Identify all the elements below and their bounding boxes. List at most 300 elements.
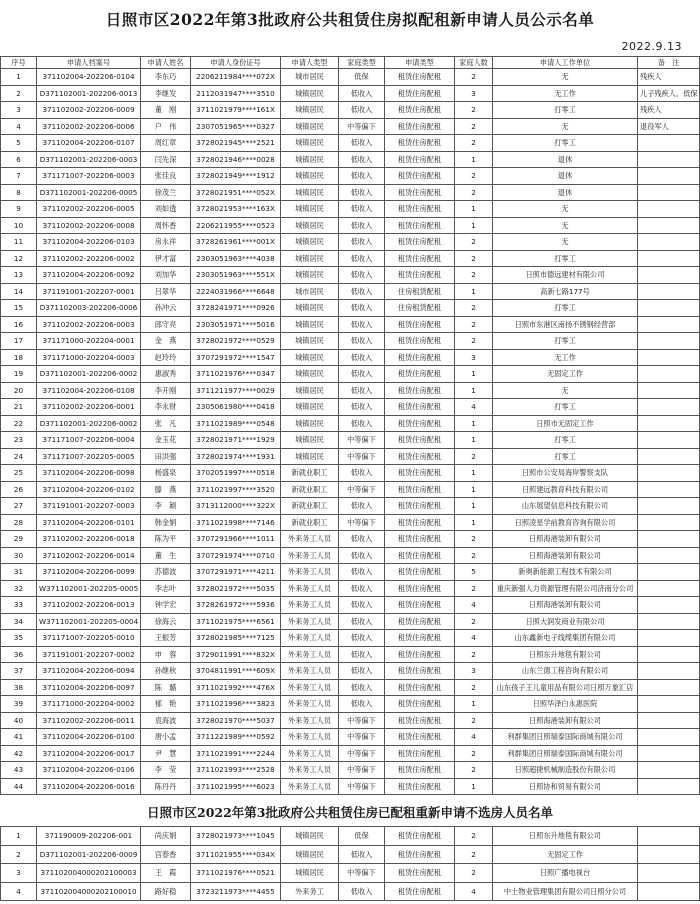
- cell-applicant-type: 新就业职工: [281, 514, 339, 531]
- cell-file-no: 371102002-202206-0001: [37, 399, 141, 416]
- header-file-no: 申请人档案号: [37, 57, 141, 69]
- cell-remark: [638, 201, 700, 218]
- cell-name: 宫春香: [141, 845, 191, 864]
- cell-seq: 17: [1, 333, 37, 350]
- cell-work-unit: 无工作: [493, 349, 638, 366]
- cell-family-type: 低收入: [339, 564, 385, 581]
- cell-remark: [638, 399, 700, 416]
- cell-remark: [638, 349, 700, 366]
- cell-family-type: 低保: [339, 69, 385, 86]
- cell-work-unit: 打零工: [493, 300, 638, 317]
- cell-family-type: 低收入: [339, 613, 385, 630]
- cell-family-size: 1: [455, 382, 493, 399]
- cell-remark: [638, 184, 700, 201]
- cell-applicant-type: 外来务工人员: [281, 646, 339, 663]
- cell-family-size: 2: [455, 531, 493, 548]
- cell-seq: 13: [1, 267, 37, 284]
- cell-name: 金 燕: [141, 333, 191, 350]
- cell-id-no: 3713112000****322X: [191, 498, 281, 515]
- cell-family-type: 低收入: [339, 679, 385, 696]
- cell-name: 孙冲云: [141, 300, 191, 317]
- cell-id-no: 3723211973****4455: [191, 882, 281, 901]
- cell-apply-type: 租赁住房配租: [385, 250, 455, 267]
- cell-work-unit: 山东孩子王儿童用品有限公司日照万象汇店: [493, 679, 638, 696]
- cell-work-unit: 日照凌星学前教育咨询有限公司: [493, 514, 638, 531]
- cell-remark: [638, 547, 700, 564]
- cell-name: 苏德波: [141, 564, 191, 581]
- cell-family-type: 低收入: [339, 366, 385, 383]
- cell-family-type: 低保: [339, 827, 385, 846]
- cell-id-no: 3711221989****0592: [191, 729, 281, 746]
- cell-file-no: 371102004000202100003: [37, 864, 141, 883]
- cell-file-no: 371102004-202206-0099: [37, 564, 141, 581]
- table-row: [1, 85, 700, 102]
- cell-apply-type: 租赁住房配租: [385, 102, 455, 119]
- cell-family-type: 低收入: [339, 349, 385, 366]
- table-row: [1, 267, 700, 284]
- table-row: [1, 234, 700, 251]
- cell-work-unit: 日照海港装卸有限公司: [493, 531, 638, 548]
- cell-seq: 24: [1, 448, 37, 465]
- table-header-row: [1, 57, 700, 69]
- cell-seq: 32: [1, 580, 37, 597]
- cell-work-unit: 山东兰德工程咨询有限公司: [493, 663, 638, 680]
- cell-file-no: 371171000-202204-0003: [37, 349, 141, 366]
- header-name: 申请人姓名: [141, 57, 191, 69]
- cell-file-no: 371171007-202206-0003: [37, 168, 141, 185]
- cell-remark: [638, 580, 700, 597]
- cell-family-type: 低收入: [339, 201, 385, 218]
- cell-applicant-type: 外来务工人员: [281, 712, 339, 729]
- table-row: [1, 217, 700, 234]
- cell-apply-type: 租赁住房配租: [385, 613, 455, 630]
- cell-name: 申 蓉: [141, 646, 191, 663]
- cell-apply-type: 租赁住房配租: [385, 481, 455, 498]
- cell-family-type: 低收入: [339, 663, 385, 680]
- cell-work-unit: 打零工: [493, 250, 638, 267]
- cell-name: 尹 慧: [141, 745, 191, 762]
- cell-id-no: 3728241971****0926: [191, 300, 281, 317]
- cell-applicant-type: 城镇居民: [281, 135, 339, 152]
- header-remark: 备 注: [638, 57, 700, 69]
- cell-seq: 5: [1, 135, 37, 152]
- cell-id-no: 3702051997****0518: [191, 465, 281, 482]
- cell-id-no: 3711211977****0029: [191, 382, 281, 399]
- cell-family-type: 中等偏下: [339, 481, 385, 498]
- cell-name: 杨盛泉: [141, 465, 191, 482]
- cell-family-type: 低收入: [339, 333, 385, 350]
- table-row: [1, 250, 700, 267]
- cell-file-no: 371102004-202206-0100: [37, 729, 141, 746]
- cell-work-unit: 日照海港装卸有限公司: [493, 597, 638, 614]
- header-work-unit: 申请人工作单位: [493, 57, 638, 69]
- cell-name: 周怀香: [141, 217, 191, 234]
- cell-applicant-type: 外来务工人员: [281, 762, 339, 779]
- header-apply-type: 申请类型: [385, 57, 455, 69]
- cell-id-no: 3728261961****001X: [191, 234, 281, 251]
- cell-remark: [638, 845, 700, 864]
- cell-file-no: 371102004-202206-0016: [37, 778, 141, 795]
- table-row: [1, 679, 700, 696]
- table-row: [1, 547, 700, 564]
- section-title: 日照市区2022年第3批政府公共租赁住房已配租重新申请不选房人员名单: [147, 805, 553, 820]
- table-row: [1, 465, 700, 482]
- cell-file-no: 371102002-202206-0014: [37, 547, 141, 564]
- cell-remark: [638, 729, 700, 746]
- cell-file-no: 371102002-202206-0013: [37, 597, 141, 614]
- cell-applicant-type: 新就业职工: [281, 465, 339, 482]
- cell-seq: 2: [1, 85, 37, 102]
- cell-family-size: 2: [455, 679, 493, 696]
- cell-seq: 8: [1, 184, 37, 201]
- cell-work-unit: 无: [493, 69, 638, 86]
- cell-apply-type: 租赁住房配租: [385, 135, 455, 152]
- cell-name: 房永祥: [141, 234, 191, 251]
- cell-family-type: 低收入: [339, 250, 385, 267]
- cell-family-size: 2: [455, 580, 493, 597]
- table-row: [1, 564, 700, 581]
- cell-seq: 40: [1, 712, 37, 729]
- cell-seq: 26: [1, 481, 37, 498]
- cell-name: 尚庆娟: [141, 827, 191, 846]
- cell-family-type: 中等偏下: [339, 432, 385, 449]
- cell-apply-type: 租赁住房配租: [385, 151, 455, 168]
- cell-family-size: 5: [455, 564, 493, 581]
- table-row: [1, 118, 700, 135]
- cell-apply-type: 租赁住房配租: [385, 69, 455, 86]
- cell-id-no: 3707291971****4211: [191, 564, 281, 581]
- cell-file-no: 371102004-202206-0017: [37, 745, 141, 762]
- cell-remark: [638, 300, 700, 317]
- cell-seq: 23: [1, 432, 37, 449]
- cell-apply-type: 租赁住房配租: [385, 267, 455, 284]
- cell-id-no: 3711021989****0548: [191, 415, 281, 432]
- table-row: [1, 762, 700, 779]
- cell-applicant-type: 城镇居民: [281, 201, 339, 218]
- cell-applicant-type: 城镇居民: [281, 85, 339, 102]
- cell-apply-type: 租赁住房配租: [385, 531, 455, 548]
- cell-remark: [638, 564, 700, 581]
- cell-applicant-type: 城镇居民: [281, 118, 339, 135]
- cell-applicant-type: 外来务工人员: [281, 564, 339, 581]
- cell-apply-type: 租赁住房配租: [385, 696, 455, 713]
- cell-remark: [638, 827, 700, 846]
- cell-applicant-type: 城镇居民: [281, 333, 339, 350]
- cell-work-unit: 日照市公安局海岸警察支队: [493, 465, 638, 482]
- cell-family-size: 2: [455, 135, 493, 152]
- cell-remark: [638, 762, 700, 779]
- table-row: [1, 300, 700, 317]
- cell-file-no: W371102001-202205-0005: [37, 580, 141, 597]
- table-row: [1, 597, 700, 614]
- cell-id-no: 3707291974****0710: [191, 547, 281, 564]
- cell-applicant-type: 外来务工人员: [281, 547, 339, 564]
- cell-name: 李 颖: [141, 498, 191, 515]
- cell-family-size: 1: [455, 465, 493, 482]
- cell-id-no: 3711021979****161X: [191, 102, 281, 119]
- cell-file-no: 371191001-202207-0002: [37, 646, 141, 663]
- cell-seq: 44: [1, 778, 37, 795]
- table-row: [1, 283, 700, 300]
- cell-applicant-type: 城镇居民: [281, 366, 339, 383]
- cell-name: 伊才富: [141, 250, 191, 267]
- table-row: [1, 882, 700, 901]
- cell-family-type: 低收入: [339, 382, 385, 399]
- cell-seq: 41: [1, 729, 37, 746]
- cell-applicant-type: 城镇居民: [281, 300, 339, 317]
- cell-remark: [638, 283, 700, 300]
- cell-work-unit: 利群集团日照瑞泰国际商城有限公司: [493, 729, 638, 746]
- cell-seq: 21: [1, 399, 37, 416]
- cell-name: 钟学宏: [141, 597, 191, 614]
- cell-name: 王振芳: [141, 630, 191, 647]
- cell-id-no: 2112031947****3510: [191, 85, 281, 102]
- cell-id-no: 2303051963****551X: [191, 267, 281, 284]
- cell-seq: 36: [1, 646, 37, 663]
- cell-family-type: 低收入: [339, 696, 385, 713]
- cell-remark: [638, 864, 700, 883]
- cell-apply-type: 租赁住房配租: [385, 498, 455, 515]
- cell-id-no: 3728021951****052X: [191, 184, 281, 201]
- cell-seq: 34: [1, 613, 37, 630]
- cell-file-no: 371102004-202206-0107: [37, 135, 141, 152]
- cell-family-type: 低收入: [339, 415, 385, 432]
- cell-file-no: 371102004-202206-0108: [37, 382, 141, 399]
- cell-family-size: 3: [455, 663, 493, 680]
- cell-applicant-type: 城镇居民: [281, 415, 339, 432]
- cell-file-no: 371102002-202206-0008: [37, 217, 141, 234]
- cell-work-unit: 无: [493, 201, 638, 218]
- cell-file-no: 371102002-202206-0002: [37, 250, 141, 267]
- cell-apply-type: 租赁住房配租: [385, 333, 455, 350]
- cell-family-type: 低收入: [339, 630, 385, 647]
- cell-apply-type: 租赁住房配租: [385, 845, 455, 864]
- cell-remark: [638, 514, 700, 531]
- cell-name: 董 生: [141, 547, 191, 564]
- cell-seq: 4: [1, 882, 37, 901]
- table-row: [1, 696, 700, 713]
- publish-date: 2022.9.13: [621, 40, 682, 53]
- cell-file-no: 371102002-202206-0005: [37, 201, 141, 218]
- cell-seq: 14: [1, 283, 37, 300]
- cell-remark: [638, 448, 700, 465]
- cell-file-no: D371102001-202206-0002: [37, 415, 141, 432]
- cell-work-unit: 日照市无固定工作: [493, 415, 638, 432]
- cell-apply-type: 租赁住房配租: [385, 712, 455, 729]
- cell-apply-type: 租赁住房配租: [385, 745, 455, 762]
- cell-work-unit: 新奥新能源工程技术有限公司: [493, 564, 638, 581]
- cell-apply-type: 租赁住房配租: [385, 201, 455, 218]
- cell-work-unit: 日照海港装卸有限公司: [493, 712, 638, 729]
- cell-applicant-type: 城镇居民: [281, 448, 339, 465]
- cell-work-unit: 日照东升地毯有限公司: [493, 827, 638, 846]
- cell-family-type: 中等偏下: [339, 712, 385, 729]
- cell-family-type: 低收入: [339, 135, 385, 152]
- cell-applicant-type: 外来务工人员: [281, 630, 339, 647]
- cell-remark: 儿子残疾人、低保: [638, 85, 700, 102]
- cell-work-unit: 日照市东港区南扬不锈钢经营部: [493, 316, 638, 333]
- cell-family-type: 低收入: [339, 580, 385, 597]
- cell-name: 郎守亮: [141, 316, 191, 333]
- cell-file-no: 371191001-202207-0003: [37, 498, 141, 515]
- cell-file-no: 371102002-202206-0006: [37, 118, 141, 135]
- cell-remark: [638, 696, 700, 713]
- cell-applicant-type: 城镇居民: [281, 217, 339, 234]
- cell-seq: 7: [1, 168, 37, 185]
- cell-work-unit: 无: [493, 217, 638, 234]
- table-row: [1, 349, 700, 366]
- cell-id-no: 3711021975****6561: [191, 613, 281, 630]
- cell-id-no: 3728021953****163X: [191, 201, 281, 218]
- cell-applicant-type: 城镇居民: [281, 234, 339, 251]
- cell-family-size: 1: [455, 283, 493, 300]
- cell-seq: 22: [1, 415, 37, 432]
- cell-id-no: 3728021985****7125: [191, 630, 281, 647]
- cell-id-no: 2303051971****5016: [191, 316, 281, 333]
- cell-applicant-type: 城镇居民: [281, 316, 339, 333]
- cell-apply-type: 租赁住房配租: [385, 778, 455, 795]
- cell-family-size: 1: [455, 217, 493, 234]
- table-row: [1, 316, 700, 333]
- cell-work-unit: 无: [493, 234, 638, 251]
- cell-file-no: D371102001-202206-0002: [37, 366, 141, 383]
- cell-family-size: 2: [455, 184, 493, 201]
- cell-family-type: 低收入: [339, 102, 385, 119]
- cell-applicant-type: 城镇居民: [281, 267, 339, 284]
- cell-id-no: 2305061980****0418: [191, 399, 281, 416]
- cell-family-size: 2: [455, 118, 493, 135]
- cell-apply-type: 租赁住房配租: [385, 663, 455, 680]
- cell-name: 郁 艳: [141, 696, 191, 713]
- cell-seq: 1: [1, 827, 37, 846]
- cell-seq: 2: [1, 845, 37, 864]
- cell-apply-type: 租赁住房配租: [385, 679, 455, 696]
- cell-remark: [638, 481, 700, 498]
- cell-remark: [638, 597, 700, 614]
- cell-family-size: 1: [455, 696, 493, 713]
- page-title: 日照市区2022年第3批政府公共租赁住房拟配租新申请人员公示名单: [105, 10, 595, 29]
- cell-family-size: 1: [455, 415, 493, 432]
- cell-file-no: 371102002-202206-0009: [37, 102, 141, 119]
- cell-apply-type: 租赁住房配租: [385, 630, 455, 647]
- cell-applicant-type: 新就业职工: [281, 498, 339, 515]
- cell-id-no: 3728021945****2521: [191, 135, 281, 152]
- cell-family-type: 中等偏下: [339, 778, 385, 795]
- cell-apply-type: 租赁住房配租: [385, 597, 455, 614]
- cell-name: 孙继秋: [141, 663, 191, 680]
- cell-family-size: 2: [455, 267, 493, 284]
- table-row: [1, 663, 700, 680]
- table-row: [1, 69, 700, 86]
- cell-file-no: 371102002-202206-0011: [37, 712, 141, 729]
- cell-work-unit: 山东展望信息科技有限公司: [493, 498, 638, 515]
- cell-applicant-type: 外来务工人员: [281, 531, 339, 548]
- cell-family-size: 3: [455, 85, 493, 102]
- cell-work-unit: 重庆新强人力资源管理有限公司济南分公司: [493, 580, 638, 597]
- cell-name: 金玉花: [141, 432, 191, 449]
- cell-name: 陈为平: [141, 531, 191, 548]
- cell-remark: [638, 646, 700, 663]
- cell-remark: [638, 267, 700, 284]
- cell-apply-type: 租赁住房配租: [385, 366, 455, 383]
- table-row: [1, 382, 700, 399]
- cell-applicant-type: 外来务工人员: [281, 580, 339, 597]
- cell-work-unit: 无工作: [493, 85, 638, 102]
- cell-remark: [638, 712, 700, 729]
- cell-work-unit: 无固定工作: [493, 366, 638, 383]
- cell-name: 袁海波: [141, 712, 191, 729]
- cell-apply-type: 租赁住房配租: [385, 168, 455, 185]
- cell-file-no: D371102003-202206-0006: [37, 300, 141, 317]
- table-row: [1, 498, 700, 515]
- cell-id-no: 3728021971****1929: [191, 432, 281, 449]
- cell-file-no: 371171000-202204-0002: [37, 696, 141, 713]
- cell-seq: 10: [1, 217, 37, 234]
- cell-apply-type: 租赁住房配租: [385, 217, 455, 234]
- header-applicant-type: 申请人类型: [281, 57, 339, 69]
- cell-family-type: 中等偏下: [339, 118, 385, 135]
- cell-family-size: 4: [455, 729, 493, 746]
- table-row: [1, 712, 700, 729]
- cell-remark: [638, 531, 700, 548]
- cell-file-no: D371102001-202206-0003: [37, 151, 141, 168]
- cell-remark: [638, 679, 700, 696]
- cell-seq: 18: [1, 349, 37, 366]
- cell-id-no: 3707291972****1547: [191, 349, 281, 366]
- cell-name: 李志叶: [141, 580, 191, 597]
- table-row: [1, 646, 700, 663]
- cell-work-unit: 打零工: [493, 135, 638, 152]
- cell-family-size: 1: [455, 778, 493, 795]
- cell-apply-type: 租赁住房配租: [385, 465, 455, 482]
- cell-family-size: 2: [455, 316, 493, 333]
- cell-id-no: 3729011991****832X: [191, 646, 281, 663]
- cell-family-size: 4: [455, 630, 493, 647]
- cell-apply-type: 租赁住房配租: [385, 184, 455, 201]
- cell-name: 董 刚: [141, 102, 191, 119]
- cell-applicant-type: 外来务工人员: [281, 663, 339, 680]
- cell-apply-type: 租赁住房配租: [385, 432, 455, 449]
- cell-id-no: 2206211955****0523: [191, 217, 281, 234]
- cell-file-no: 371171007-202206-0004: [37, 432, 141, 449]
- cell-file-no: D371102001-202206-0009: [37, 845, 141, 864]
- cell-file-no: 371102004-202206-0103: [37, 234, 141, 251]
- cell-apply-type: 租赁住房配租: [385, 316, 455, 333]
- cell-id-no: 3728261972****5936: [191, 597, 281, 614]
- cell-id-no: 3728021972****0529: [191, 333, 281, 350]
- cell-family-size: 4: [455, 399, 493, 416]
- cell-remark: [638, 415, 700, 432]
- cell-seq: 31: [1, 564, 37, 581]
- cell-seq: 37: [1, 663, 37, 680]
- cell-work-unit: 高新七路177号: [493, 283, 638, 300]
- table-row: [1, 778, 700, 795]
- cell-work-unit: 日照大润发商业有限公司: [493, 613, 638, 630]
- cell-id-no: 3711021992****476X: [191, 679, 281, 696]
- cell-family-size: 2: [455, 745, 493, 762]
- cell-id-no: 3728021972****5035: [191, 580, 281, 597]
- cell-applicant-type: 城镇居民: [281, 827, 339, 846]
- table-row: [1, 102, 700, 119]
- cell-name: 唐小孟: [141, 729, 191, 746]
- cell-apply-type: 租赁住房配租: [385, 864, 455, 883]
- cell-seq: 33: [1, 597, 37, 614]
- cell-family-size: 2: [455, 613, 493, 630]
- applicant-table: [0, 56, 700, 795]
- cell-family-size: 2: [455, 333, 493, 350]
- cell-name: 滕 燕: [141, 481, 191, 498]
- cell-id-no: 3711021996****3823: [191, 696, 281, 713]
